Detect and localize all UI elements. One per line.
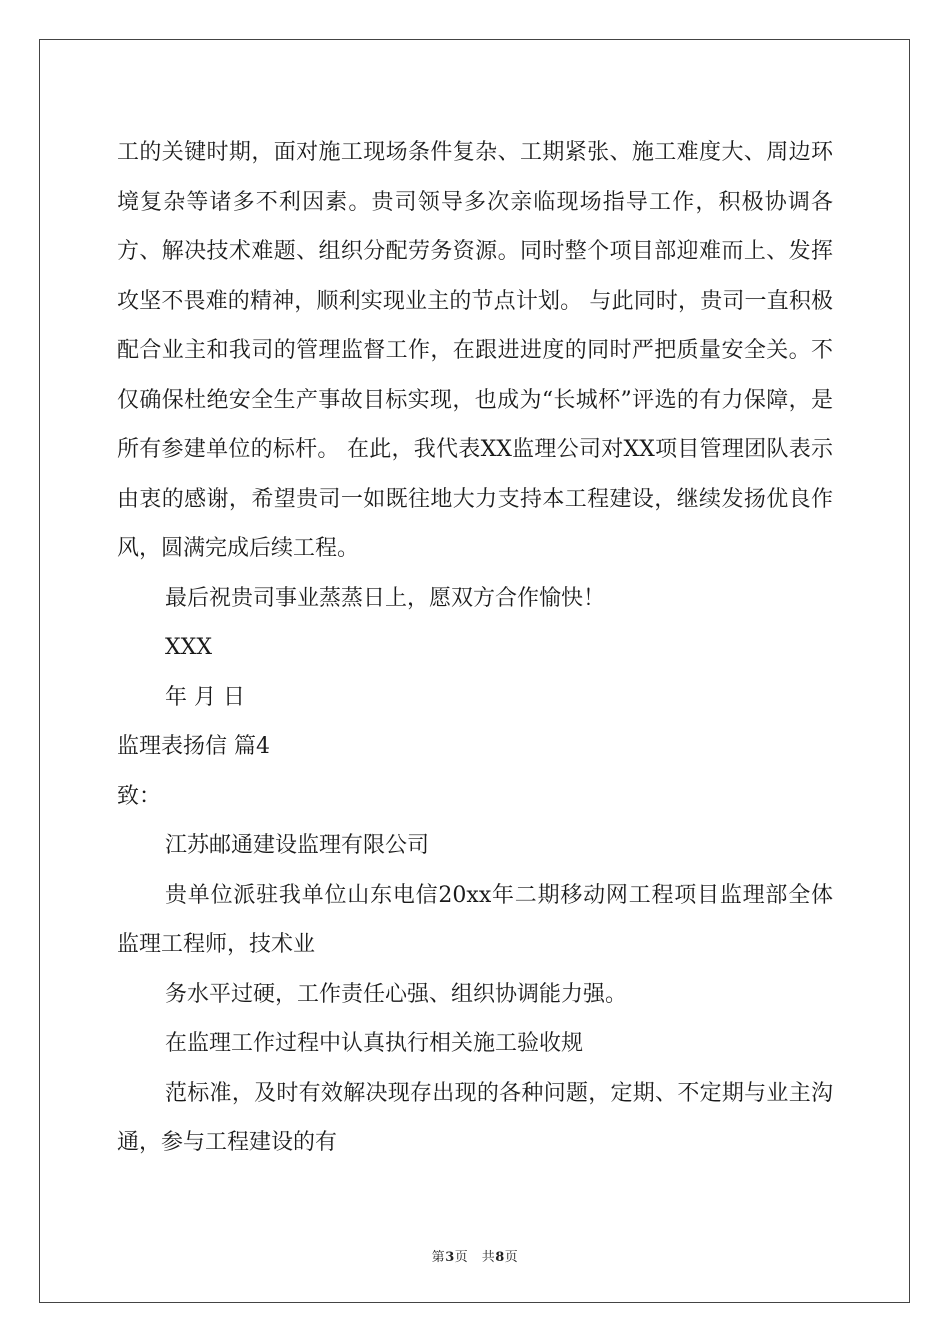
- document-body: [117, 128, 833, 1168]
- page-suffix: 页: [504, 1250, 519, 1265]
- body-paragraph-5: 范标准，及时有效解决现存出现的各种问题，定期、不定期与业主沟通，参与工程建设的有: [117, 1080, 833, 1155]
- page-footer: [0, 1246, 950, 1265]
- section-title: 监理表扬信 篇4: [117, 734, 270, 759]
- page-total: 8: [495, 1250, 505, 1265]
- closing-wish: 最后祝贵司事业蒸蒸日上，愿双方合作愉快！: [165, 585, 606, 611]
- date-line: 年 月 日: [165, 684, 245, 710]
- page-current: 3: [445, 1250, 455, 1265]
- page-mid: 页 共: [454, 1250, 496, 1265]
- recipient: 江苏邮通建设监理有限公司: [165, 833, 430, 858]
- body-paragraph-continued: 工的关键时期，面对施工现场条件复杂、工期紧张、施工难度大、周边环境复杂等诸多不利因素。贵司领导多次亲临现场指导工作，积极协调各方、解决技术难题、组织分配劳务资源。同时整个项目部迎难而上、发挥攻坚不畏难的精神，顺利实现业主的节点计划。 与此同时，贵司一直积极配合业主和我司的管理监督工作，在跟进进度的同时严把质量安全关。不仅确保杜绝安全生产事故目标实现，也成为“长城杯”评选的有力保障，是所有参建单位的标杆。 在此，我代表XX监理公司对XX项目管理团队表示由衷的感谢，希望贵司一如既往地大力支持本工程建设，继续发扬优良作风，圆满完成后续工程。: [117, 140, 833, 561]
- signature: XXX: [165, 635, 212, 660]
- page-prefix: 第: [431, 1250, 446, 1265]
- body-paragraph-3: 务水平过硬，工作责任心强、组织协调能力强。: [165, 981, 628, 1007]
- salutation: 致：: [117, 783, 162, 809]
- body-paragraph-4: 在监理工作过程中认真执行相关施工验收规: [165, 1031, 584, 1056]
- body-paragraph-2: 贵单位派驻我单位山东电信20xx年二期移动网工程项目监理部全体监理工程师，技术业: [117, 882, 833, 957]
